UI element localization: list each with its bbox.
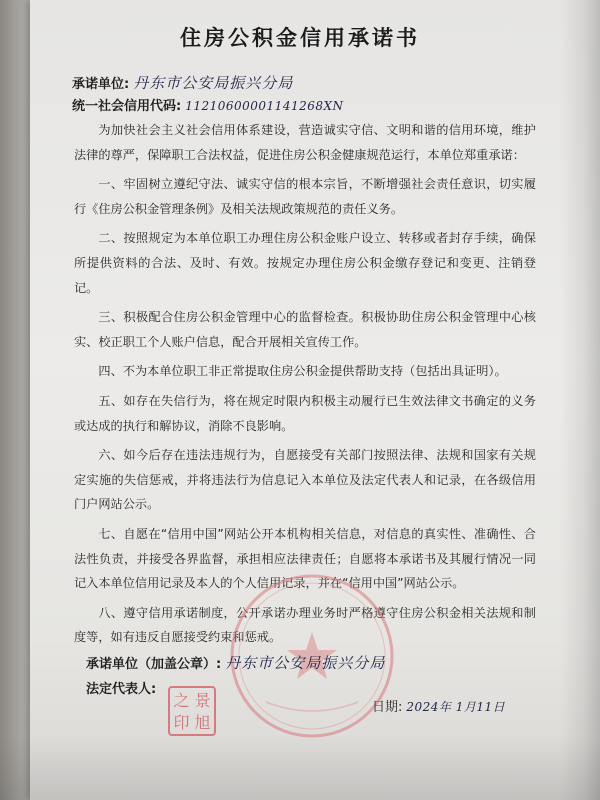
clause-8: 八、遵守信用承诺制度，公开承诺办理业务时严格遵守住房公积金相关法规和制度等，如有违反自愿接受约束和惩戒。 — [74, 605, 536, 645]
credit-code-handwritten-value: 11210600001141268XN — [185, 99, 344, 113]
legal-rep-label: 法定代表人: — [86, 682, 157, 697]
document-title: 住房公积金信用承诺书 — [180, 26, 420, 50]
intro-paragraph: 为加快社会主义社会信用体系建设，营造诚实守信、文明和谐的信用环境，维护法律的尊严，保障职工合法权益，促进住房公积金健康规范运行，本单位郑重承诺： — [74, 123, 536, 162]
seal-char: 印 — [173, 713, 190, 732]
sign-unit-label: 承诺单位（加盖公章）: — [86, 657, 222, 672]
legal-rep-row — [86, 678, 156, 697]
date-row — [372, 696, 505, 715]
date-label: 日期: — [372, 700, 403, 715]
clause-6: 六、如今后存在违法违规行为，自愿接受有关部门按照法律、法规和国家有关规定实施的失信惩戒，并将违法行为信息记入本单位及法定代表人和记录，在各级信用门户网站公示。 — [74, 448, 536, 512]
seal-char: 之 — [173, 691, 190, 710]
clause-7: 七、自愿在“信用中国”网站公开本机构相关信息，对信息的真实性、准确性、合法性负责，并接受各界监督，承担相应法律责任；自愿将本承诺书及其履行情况一同记入本单位信用记录及本人的个人信用记录，并在“信用中国”网站公示。 — [74, 526, 536, 591]
clause-4: 四、不为本单位职工非正常提取住房公积金提供帮助支持（包括出具证明）。 — [98, 364, 507, 379]
photo-shadow — [0, 735, 600, 800]
clause-1: 一、牢固树立遵纪守法、诚实守信的根本宗旨，不断增强社会责任意识，切实履行《住房公积金管理条例》及相关法规政策规范的责任义务。 — [74, 177, 536, 216]
pledger-row — [72, 72, 293, 93]
seal-char: 景 — [194, 691, 211, 710]
clause-2: 二、按照规定为本单位职工办理住房公积金账户设立、转移或者封存手续，确保所提供资料的合法、及时、有效。按规定办理住房公积金缴存登记和变更、注销登记。 — [74, 231, 536, 295]
pledger-handwritten-value: 丹东市公安局振兴分局 — [133, 74, 294, 92]
pledger-label: 承诺单位: — [72, 77, 130, 92]
credit-code-row — [72, 95, 344, 114]
paper-shadow — [560, 0, 600, 800]
legal-rep-name-seal — [168, 686, 216, 736]
clause-5: 五、如存在失信行为，将在规定时限内积极主动履行已生效法律文书确定的义务或达成的执行和解协议，消除不良影响。 — [74, 393, 536, 433]
sign-unit-row — [86, 652, 385, 673]
seal-char: 旭 — [194, 713, 211, 732]
clause-3: 三、积极配合住房公积金管理中心的监督检查。积极协助住房公积金管理中心核实、校正职工个人账户信息，配合开展相关宣传工作。 — [74, 310, 536, 349]
sign-unit-handwritten-value: 丹东市公安局振兴分局 — [225, 654, 386, 672]
credit-code-label: 统一社会信用代码: — [72, 99, 182, 114]
date-handwritten-value: 2024年 1月11日 — [406, 700, 506, 714]
